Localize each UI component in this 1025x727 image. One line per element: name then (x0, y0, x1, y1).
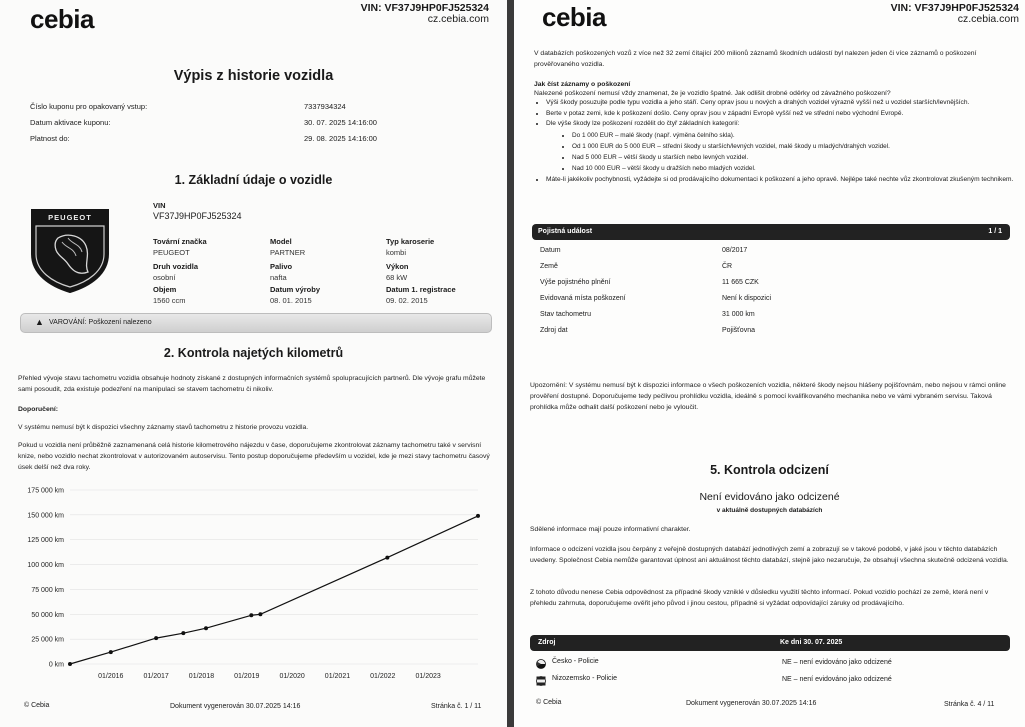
field-fuel-value: nafta (270, 273, 287, 282)
ins-label: Země (540, 263, 558, 270)
czech-flag-icon (536, 656, 546, 666)
howto-list (534, 98, 1016, 185)
recommend-detail: Pokud u vozidla není průběžně zaznamenaná celá historie kilometrového nájezdu v čase, doporučujeme zkontrolovat záznamy tachometru také v servisní knize, nebo vozidlo nechat zkontrolovat v autorizovaném autoservisu. Tento postup doporučujeme především u vozidel, kde je mezi stavy tachometru časový úsek delší než dva roky. (18, 442, 490, 472)
damage-category: • Do 1 000 EUR – malé škody (např. výměna čelního skla). (572, 130, 1016, 141)
chart-data-point (109, 650, 113, 654)
ins-label: Zdroj dat (540, 327, 568, 334)
footer-generated: Dokument vygenerován 30.07.2025 14:16 (170, 703, 301, 710)
warning-text: VAROVÁNÍ: Poškození nalezeno (49, 319, 152, 326)
field-brand-label: Tovární značka (153, 237, 207, 246)
section1-title: 1. Základní údaje o vozidle (174, 173, 333, 187)
recommend-text: V systému nemusí být k dispozici všechny záznamy stavů tachometru z historie provozu vozidla. (18, 424, 309, 431)
theft-para-1: Informace o odcizení vozidla jsou čerpány z veřejně dostupných databází jednotlivých zemí a zobrazují se v takové podobě, v jaké jsou v těchto databázích uvedeny. Společnost Cebia nemůže garantovat úplnost ani aktuálnost těchto databází, stejně jako nezaručuje, že obsahují všechna skutečně odcizená vozidla. (530, 546, 1009, 565)
vin-label: VIN (153, 201, 166, 210)
field-registration-value: 09. 02. 2015 (386, 296, 428, 305)
activation-label: Datum aktivace kuponu: (30, 118, 111, 127)
chart-x-tick-label: 01/2019 (234, 673, 260, 680)
ins-label: Výše pojistného plnění (540, 279, 611, 286)
insurance-bar-count: 1 / 1 (988, 228, 1002, 235)
damage-category: • Nad 10 000 EUR – větší škody u dražších nebo mladých vozidel. (572, 163, 1016, 174)
cebia-logo: cebia (542, 2, 606, 32)
field-volume-value: 1560 ccm (153, 296, 186, 305)
odometer-chart (0, 480, 507, 680)
chart-y-tick-label: 150 000 km (27, 512, 64, 520)
chart-x-tick-label: 01/2023 (415, 673, 441, 680)
chart-x-tick-label: 01/2021 (324, 673, 351, 680)
chart-series-line (70, 516, 478, 664)
damage-category: • Nad 5 000 EUR – větší škody u starších nebo levných vozidel. (572, 152, 1016, 163)
source-name: Česko - Policie (552, 658, 599, 665)
coupon-label: Číslo kuponu pro opakovaný vstup: (30, 102, 148, 111)
chart-data-point (68, 662, 72, 666)
peugeot-logo-text: PEUGEOT (48, 213, 92, 222)
header-vin: VIN: VF37J9HP0FJ525324 (360, 2, 489, 14)
theft-databases-note: v aktuálně dostupných databázích (716, 507, 823, 514)
chart-y-tick-label: 25 000 km (31, 636, 64, 644)
field-kind-label: Druh vozidla (153, 262, 199, 271)
chart-y-tick-label: 100 000 km (27, 562, 64, 570)
recommend-label: Doporučení: (18, 406, 59, 413)
warning-triangle-icon: ▲ (35, 317, 44, 327)
insurance-event-bar (532, 224, 1010, 240)
howto-bullet (546, 119, 1016, 174)
coupon-value: 7337934324 (304, 102, 346, 111)
chart-data-point (181, 631, 185, 635)
footer-generated: Dokument vygenerován 30.07.2025 14:16 (686, 700, 817, 707)
howto-bullet-text: Dle výše škody lze poškození rozdělit do čtyř základních kategorií: (546, 120, 740, 128)
ins-value: Není k dispozici (722, 295, 772, 302)
chart-y-tick-label: 50 000 km (31, 611, 64, 619)
howto-bullet: • Výši škody posuzujte podle typu vozidla a jeho stáří. Ceny oprav jsou u nových a drahých vozidel výrazně vyšší než u vozidel starších/levnějších. (546, 98, 1016, 109)
field-fuel-label: Palivo (270, 262, 293, 271)
header-site: cz.cebia.com (957, 13, 1019, 25)
footer-page-number: Stránka č. 4 / 11 (944, 701, 995, 708)
report-page-1 (0, 0, 507, 727)
ins-value: 31 000 km (722, 311, 755, 318)
section5-title: 5. Kontrola odcizení (710, 463, 829, 477)
chart-y-tick-label: 125 000 km (27, 537, 64, 545)
chart-x-tick-label: 01/2017 (143, 673, 169, 680)
chart-x-tick-label: 01/2022 (370, 673, 396, 680)
chart-data-point (258, 612, 262, 616)
howto-title: Jak číst záznamy o poškození (534, 81, 631, 88)
source-bar-date: Ke dni 30. 07. 2025 (780, 639, 843, 646)
chart-data-point (385, 556, 389, 560)
chart-data-point (154, 636, 158, 640)
field-body-label: Typ karoserie (386, 237, 435, 246)
ins-value: Pojišťovna (722, 327, 755, 334)
validity-value: 29. 08. 2025 14:16:00 (304, 134, 377, 143)
ins-value: ČR (722, 263, 733, 270)
howto-text: Nalezené poškození nemusí vždy znamenat, že je vozidlo špatné. Jak odlišit drobné oděrky od závažného poškození? (534, 90, 891, 97)
field-volume-label: Objem (153, 285, 177, 294)
chart-x-tick-label: 01/2018 (188, 673, 215, 680)
page-title: Výpis z historie vozidla (173, 68, 334, 84)
damage-warning-banner (20, 313, 492, 333)
howto-bullet: • Máte-li jakékoliv pochybnosti, vyžádejte si od prodávajícího dokumentaci k poškození a jeho opravě. Nejlépe také nechte vůz zkontrolovat zkušeným technikem. (546, 175, 1016, 186)
footer-copyright: © Cebia (536, 699, 562, 706)
damage-notice: Upozornění: V systému nemusí být k dispozici informace o všech poškozeních vozidla, některé škody nejsou hlášeny pojišťovnám, nebo nejsou v rámci online prověření dostupné. Doporučujeme tedy pečlivou prohlídku vozidla, ideálně s pomocí kvalifikovaného mechanika nebo ve vámi vybraném servisu. Taková prohlídka může odhalit další poškození nebo je vyloučit. (530, 382, 1006, 412)
cebia-logo: cebia (30, 4, 94, 34)
source-name: Nizozemsko - Policie (552, 675, 617, 682)
header-vin: VIN: VF37J9HP0FJ525324 (890, 2, 1019, 14)
theft-para-2: Z tohoto důvodu nenese Cebia odpovědnost za případné škody vzniklé v důsledku využití těchto informací. Pokud vozidlo pochází ze země, která není v přehledu zahrnuta, doporučujeme ověřit jeho původ i jinou cestou, případně si vyžádat odpovídající záruky od prodávajícího. (530, 589, 989, 608)
ins-value: 11 665 CZK (722, 279, 759, 286)
footer-page-number: Stránka č. 1 / 11 (431, 703, 482, 710)
netherlands-flag-icon (536, 673, 546, 683)
theft-info-only: Sdělené informace mají pouze informativní charakter. (530, 526, 691, 533)
field-model-value: PARTNER (270, 248, 306, 257)
vin-value: VF37J9HP0FJ525324 (153, 211, 242, 221)
chart-y-tick-label: 0 km (48, 661, 64, 669)
field-brand-value: PEUGEOT (153, 248, 190, 257)
theft-source-bar (530, 635, 1010, 651)
source-status: NE – není evidováno jako odcizené (782, 676, 892, 683)
theft-status: Není evidováno jako odcizené (699, 491, 840, 503)
validity-label: Platnost do: (30, 134, 70, 143)
ins-label: Datum (540, 247, 561, 254)
chart-x-tick-label: 01/2016 (98, 673, 124, 680)
field-kind-value: osobní (153, 273, 176, 282)
field-body-value: kombi (386, 248, 407, 257)
section2-title: 2. Kontrola najetých kilometrů (163, 346, 344, 360)
source-status: NE – není evidováno jako odcizené (782, 659, 892, 666)
chart-data-point (476, 514, 480, 518)
damage-intro: V databázích poškozených vozů z více než 32 zemí čítající 200 milionů záznamů škodních událostí byl nalezen jeden či více záznamů o poškození prověřovaného vozidla. (534, 50, 977, 69)
field-production-label: Datum výroby (270, 285, 321, 294)
ins-label: Stav tachometru (540, 311, 591, 318)
activation-value: 30. 07. 2025 14:16:00 (304, 118, 377, 127)
field-production-value: 08. 01. 2015 (270, 296, 312, 305)
source-bar-title: Zdroj (538, 639, 556, 646)
chart-data-point (249, 613, 253, 617)
ins-label: Evidovaná místa poškození (540, 295, 626, 302)
field-model-label: Model (270, 237, 292, 246)
chart-data-point (204, 626, 208, 630)
field-registration-label: Datum 1. registrace (386, 285, 456, 294)
chart-y-tick-label: 75 000 km (31, 586, 64, 594)
footer-copyright: © Cebia (24, 702, 50, 709)
chart-x-tick-label: 01/2020 (279, 673, 305, 680)
howto-bullet: • Berte v potaz zemi, kde k poškození došlo. Ceny oprav jsou v západní Evropě vyšší než ve střední nebo východní Evropě. (546, 109, 1016, 120)
field-power-label: Výkon (386, 262, 409, 271)
ins-value: 08/2017 (722, 247, 748, 254)
insurance-bar-title: Pojistná událost (538, 228, 593, 235)
field-power-value: 68 kW (386, 273, 408, 282)
peugeot-logo-icon (28, 208, 112, 294)
report-page-4 (514, 0, 1025, 727)
odometer-intro: Přehled vývoje stavu tachometru vozidla obsahuje hodnoty získané z dostupných informačních systémů spolupracujících partnerů. Dle vývoje grafu můžete sami posoudit, zda existuje podezření na manipulaci se stavem tachometru či nikoliv. (18, 375, 486, 394)
header-site: cz.cebia.com (427, 13, 489, 25)
damage-category: • Od 1 000 EUR do 5 000 EUR – střední škody u starších/levných vozidel, malé škody u mladých/drahých vozidel. (572, 141, 1016, 152)
chart-y-tick-label: 175 000 km (27, 487, 64, 495)
